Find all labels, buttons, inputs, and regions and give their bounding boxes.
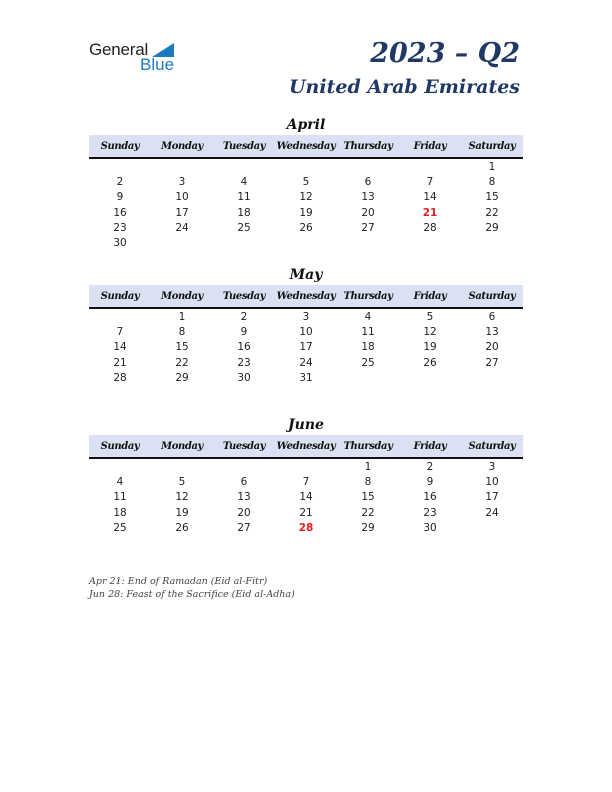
week-row bbox=[89, 340, 523, 355]
weekday-label: Thursday bbox=[343, 440, 393, 452]
day-cell: 17 bbox=[175, 206, 189, 219]
weekday-label: Saturday bbox=[468, 290, 516, 302]
day-cell: 14 bbox=[423, 191, 437, 204]
week-row bbox=[89, 190, 523, 205]
day-cell: 7 bbox=[116, 325, 124, 338]
day-cell: 18 bbox=[113, 506, 127, 519]
weekday-label: Monday bbox=[161, 140, 203, 152]
day-cell: 13 bbox=[361, 191, 375, 204]
weekday-label: Thursday bbox=[343, 140, 393, 152]
week-row bbox=[89, 159, 523, 174]
day-cell: 12 bbox=[299, 191, 313, 204]
day-cell: 10 bbox=[485, 475, 499, 488]
day-cell: 16 bbox=[423, 491, 437, 504]
weekday-label: Tuesday bbox=[222, 140, 266, 152]
day-cell: 5 bbox=[178, 475, 186, 488]
day-cell: 3 bbox=[302, 310, 310, 323]
day-cell: 3 bbox=[178, 175, 186, 188]
weekday-header-row bbox=[89, 435, 523, 459]
day-cell: 24 bbox=[299, 356, 313, 369]
week-row bbox=[89, 505, 523, 520]
day-cell: 10 bbox=[299, 325, 313, 338]
day-cell: 7 bbox=[426, 175, 434, 188]
day-cell: 4 bbox=[116, 475, 124, 488]
day-cell: 3 bbox=[488, 460, 496, 473]
day-cell: 27 bbox=[485, 356, 499, 369]
day-cell: 27 bbox=[237, 521, 251, 534]
day-cell: 29 bbox=[485, 221, 499, 234]
day-cell: 20 bbox=[361, 206, 375, 219]
weekday-label: Sunday bbox=[100, 290, 140, 302]
month-name: May bbox=[289, 267, 323, 283]
day-cell: 18 bbox=[237, 206, 251, 219]
country-title: United Arab Emirates bbox=[288, 76, 520, 98]
day-cell: 23 bbox=[423, 506, 437, 519]
logo-text-blue: Blue bbox=[140, 55, 175, 74]
month-name: June bbox=[288, 417, 324, 433]
weekday-label: Friday bbox=[413, 140, 447, 152]
day-cell: 8 bbox=[488, 175, 496, 188]
month-calendar-1 bbox=[89, 265, 523, 385]
day-cell: 23 bbox=[237, 356, 251, 369]
month-calendar-0 bbox=[89, 115, 523, 251]
day-cell: 22 bbox=[485, 206, 499, 219]
week-row bbox=[89, 309, 523, 324]
day-cell: 13 bbox=[485, 325, 499, 338]
weekday-header-row bbox=[89, 135, 523, 159]
day-cell: 21 bbox=[113, 356, 127, 369]
week-row bbox=[89, 174, 523, 189]
day-cell: 20 bbox=[237, 506, 251, 519]
day-cell: 16 bbox=[237, 341, 251, 354]
weekday-label: Wednesday bbox=[276, 290, 336, 302]
page-title: 2023 – Q2 bbox=[370, 38, 520, 69]
month-name: April bbox=[286, 117, 326, 133]
day-cell: 17 bbox=[485, 491, 499, 504]
generalblue-logo bbox=[89, 40, 189, 76]
day-cell: 11 bbox=[113, 491, 127, 504]
day-cell: 8 bbox=[364, 475, 372, 488]
day-cell: 23 bbox=[113, 221, 127, 234]
holiday-notes bbox=[89, 576, 295, 601]
day-cell: 6 bbox=[364, 175, 372, 188]
day-cell: 8 bbox=[178, 325, 186, 338]
week-row bbox=[89, 355, 523, 370]
weekday-label: Friday bbox=[413, 440, 447, 452]
logo-text-general: General bbox=[89, 40, 149, 59]
day-cell: 24 bbox=[175, 221, 189, 234]
weekday-label: Tuesday bbox=[222, 290, 266, 302]
day-cell: 29 bbox=[361, 521, 375, 534]
day-cell: 15 bbox=[485, 191, 499, 204]
day-cell: 6 bbox=[240, 475, 248, 488]
day-cell: 10 bbox=[175, 191, 189, 204]
day-cell: 31 bbox=[299, 371, 313, 384]
day-cell: 9 bbox=[240, 325, 248, 338]
day-cell: 27 bbox=[361, 221, 375, 234]
week-row bbox=[89, 490, 523, 505]
day-cell: 17 bbox=[299, 341, 313, 354]
day-cell: 21 bbox=[299, 506, 313, 519]
weekday-label: Sunday bbox=[100, 140, 140, 152]
day-cell: 30 bbox=[113, 237, 127, 250]
day-cell: 7 bbox=[302, 475, 310, 488]
day-cell: 24 bbox=[485, 506, 499, 519]
day-cell: 11 bbox=[237, 191, 251, 204]
week-row bbox=[89, 324, 523, 339]
day-cell: 18 bbox=[361, 341, 375, 354]
weekday-label: Monday bbox=[161, 290, 203, 302]
day-cell: 4 bbox=[364, 310, 372, 323]
week-row bbox=[89, 474, 523, 489]
day-cell: 19 bbox=[423, 341, 437, 354]
day-cell: 9 bbox=[116, 191, 124, 204]
day-cell: 13 bbox=[237, 491, 251, 504]
day-cell: 4 bbox=[240, 175, 248, 188]
day-cell: 22 bbox=[175, 356, 189, 369]
day-cell: 28 bbox=[113, 371, 127, 384]
day-cell: 26 bbox=[299, 221, 313, 234]
day-cell: 12 bbox=[175, 491, 189, 504]
month-calendar-2 bbox=[89, 415, 523, 535]
day-cell: 15 bbox=[175, 341, 189, 354]
day-cell: 28 bbox=[298, 521, 314, 534]
weekday-label: Friday bbox=[413, 290, 447, 302]
day-cell: 25 bbox=[113, 521, 127, 534]
day-cell: 5 bbox=[426, 310, 434, 323]
day-cell: 29 bbox=[175, 371, 189, 384]
day-cell: 19 bbox=[299, 206, 313, 219]
day-cell: 2 bbox=[240, 310, 248, 323]
day-cell: 9 bbox=[426, 475, 434, 488]
day-cell: 26 bbox=[175, 521, 189, 534]
day-cell: 19 bbox=[175, 506, 189, 519]
week-row bbox=[89, 370, 523, 385]
weekday-label: Monday bbox=[161, 440, 203, 452]
holiday-note: Jun 28: Feast of the Sacrifice (Eid al-Adha) bbox=[89, 588, 295, 600]
day-cell: 25 bbox=[237, 221, 251, 234]
week-row bbox=[89, 520, 523, 535]
weekday-label: Wednesday bbox=[276, 440, 336, 452]
day-cell: 28 bbox=[423, 221, 437, 234]
holiday-note: Apr 21: End of Ramadan (Eid al-Fitr) bbox=[89, 576, 268, 587]
day-cell: 11 bbox=[361, 325, 375, 338]
day-cell: 26 bbox=[423, 356, 437, 369]
day-cell: 14 bbox=[113, 341, 127, 354]
week-row bbox=[89, 205, 523, 220]
day-cell: 1 bbox=[488, 160, 496, 173]
day-cell: 30 bbox=[423, 521, 437, 534]
day-cell: 1 bbox=[364, 460, 372, 473]
weekday-label: Wednesday bbox=[276, 140, 336, 152]
day-cell: 14 bbox=[299, 491, 313, 504]
day-cell: 16 bbox=[113, 206, 127, 219]
day-cell: 15 bbox=[361, 491, 375, 504]
day-cell: 30 bbox=[237, 371, 251, 384]
day-cell: 6 bbox=[488, 310, 496, 323]
week-row bbox=[89, 220, 523, 235]
weekday-header-row bbox=[89, 285, 523, 309]
weekday-label: Sunday bbox=[100, 440, 140, 452]
day-cell: 20 bbox=[485, 341, 499, 354]
week-row bbox=[89, 459, 523, 474]
weekday-label: Saturday bbox=[468, 440, 516, 452]
day-cell: 22 bbox=[361, 506, 375, 519]
week-row bbox=[89, 235, 523, 250]
day-cell: 21 bbox=[422, 206, 438, 219]
day-cell: 2 bbox=[426, 460, 434, 473]
day-cell: 5 bbox=[302, 175, 310, 188]
weekday-label: Thursday bbox=[343, 290, 393, 302]
weekday-label: Tuesday bbox=[222, 440, 266, 452]
day-cell: 25 bbox=[361, 356, 375, 369]
day-cell: 1 bbox=[178, 310, 186, 323]
day-cell: 12 bbox=[423, 325, 437, 338]
weekday-label: Saturday bbox=[468, 140, 516, 152]
day-cell: 2 bbox=[116, 175, 124, 188]
